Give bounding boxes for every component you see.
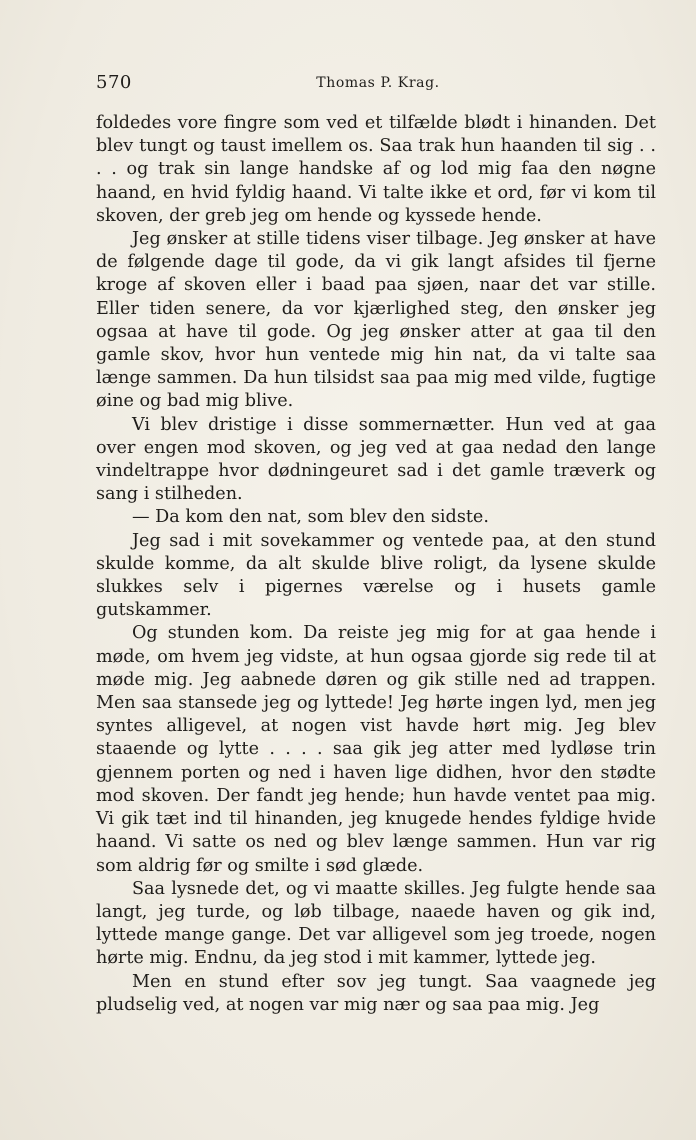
paragraph: Saa lysnede det, og vi maatte skilles. Jeg fulgte hende saa langt, jeg turde, og løb tilbage, naaede haven og gik ind, lyttede mange gange. Det var alligevel som jeg troede, nogen hørte mig. Endnu, da jeg stod i mit kammer, lyttede jeg.	[96, 878, 656, 969]
running-title: Thomas P. Krag.	[316, 75, 440, 91]
paragraph: Jeg sad i mit sovekammer og ventede paa, at den stund skulde komme, da alt skulde blive roligt, da lysene skulde slukkes selv i pigernes værelse og i husets gamle gutskammer.	[96, 530, 656, 621]
paragraph: Jeg ønsker at stille tidens viser tilbage. Jeg ønsker at have de følgende dage til gode, da vi gik langt afsides til fjerne kroge af skoven eller i baad paa sjøen, naar det var stille. Eller tiden senere, da vor kjærlighed steg, den ønsker jeg ogsaa at have til gode. Og jeg ønsker atter at gaa til den gamle skov, hvor hun ventede mig hin nat, da vi talte saa længe sammen. Da hun tilsidst saa paa mig med vilde, fugtige øine og bad mig blive.	[96, 229, 656, 412]
body-text	[96, 112, 656, 1017]
paragraph: foldedes vore fingre som ved et tilfælde blødt i hinanden. Det blev tungt og taust imellem os. Saa trak hun haanden til sig . . . . og trak sin lange handske af og lod mig faa den nøgne haand, en hvid fyldig haand. Vi talte ikke et ord, før vi kom til skoven, der greb jeg om hende og kyssede hende.	[96, 113, 656, 226]
paragraph: Men en stund efter sov jeg tungt. Saa vaagnede jeg pludselig ved, at nogen var mig nær og saa paa mig. Jeg	[96, 971, 656, 1015]
paragraph: — Da kom den nat, som blev den sidste.	[132, 507, 489, 528]
page-number: 570	[96, 72, 132, 93]
paragraph: Vi blev dristige i disse sommernætter. Hun ved at gaa over engen mod skoven, og jeg ved at gaa nedad den lange vindeltrappe hvor dødningeuret sad i det gamle træverk og sang i stilheden.	[96, 414, 656, 505]
paragraph: Og stunden kom. Da reiste jeg mig for at gaa hende i møde, om hvem jeg vidste, at hun ogsaa gjorde sig rede til at møde mig. Jeg aabnede døren og gik stille ned ad trappen. Men saa stansede jeg og lyttede! Jeg hørte ingen lyd, men jeg syntes alligevel, at nogen vist havde hørt mig. Jeg blev staaende og lytte . . . . saa gik jeg atter med lydløse trin gjennem porten og ned i haven lige didhen, hvor den stødte mod skoven. Der fandt jeg hende; hun havde ventet paa mig. Vi gik tæt ind til hinanden, jeg knugede hendes fyldige hvide haand. Vi satte os ned og blev længe sammen. Hun var rig som aldrig før og smilte i sød glæde.	[96, 623, 656, 876]
page-header	[96, 72, 660, 98]
